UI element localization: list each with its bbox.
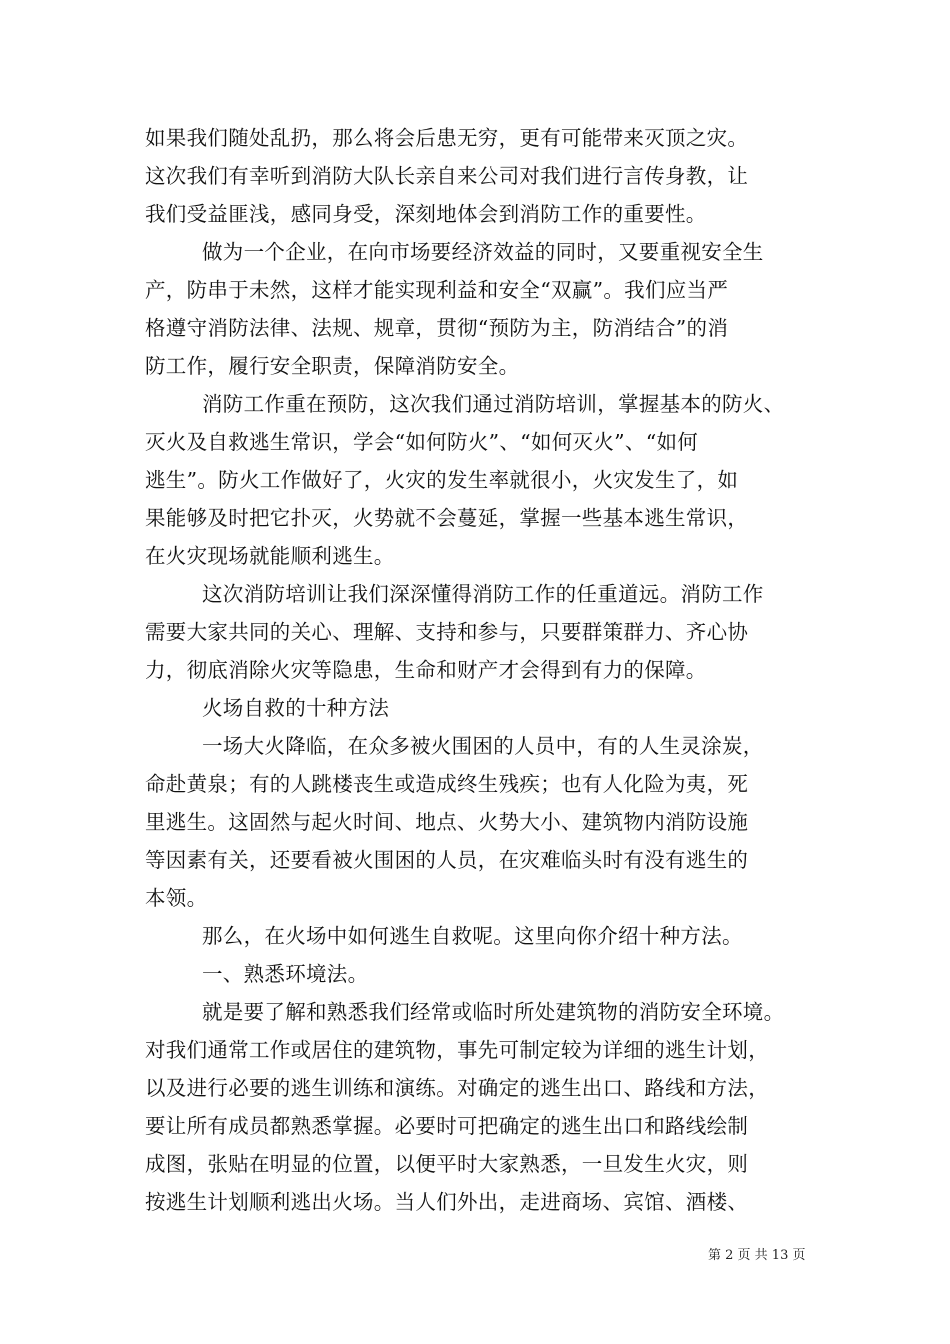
page-number-footer: 第 2 页 共 13 页 xyxy=(708,1248,806,1263)
text-line: 命赴黄泉；有的人跳楼丧生或造成终生残疾；也有人化险为夷，死 xyxy=(145,772,749,796)
paragraph-first-line: 做为一个企业，在向市场要经济效益的同时，又要重视安全生 xyxy=(202,240,764,264)
text-line: 要让所有成员都熟悉掌握。必要时可把确定的逃生出口和路线绘制 xyxy=(145,1114,749,1138)
text-line: 逃生”。防火工作做好了，火灾的发生率就很小，火灾发生了，如 xyxy=(145,468,739,492)
text-line: 如果我们随处乱扔，那么将会后患无穷，更有可能带来灭顶之灾。 xyxy=(145,126,749,150)
text-line: 等因素有关，还要看被火围困的人员，在灾难临头时有没有逃生的 xyxy=(145,848,749,872)
text-line: 对我们通常工作或居住的建筑物，事先可制定较为详细的逃生计划， xyxy=(145,1038,769,1062)
text-line: 需要大家共同的关心、理解、支持和参与，只要群策群力、齐心协 xyxy=(145,620,749,644)
text-line: 产，防串于未然，这样才能实现利益和安全“双赢”。我们应当严 xyxy=(145,278,729,302)
text-line: 在火灾现场就能顺利逃生。 xyxy=(145,544,395,568)
text-line: 成图，张贴在明显的位置，以便平时大家熟悉，一旦发生火灾，则 xyxy=(145,1152,749,1176)
text-line: 格遵守消防法律、法规、规章，贯彻“预防为主，防消结合”的消 xyxy=(145,316,729,340)
text-line: 果能够及时把它扑灭，火势就不会蔓延，掌握一些基本逃生常识， xyxy=(145,506,749,530)
text-line: 这次我们有幸听到消防大队长亲自来公司对我们进行言传身教，让 xyxy=(145,164,749,188)
paragraph-first-line: 消防工作重在预防，这次我们通过消防培训，掌握基本的防火、 xyxy=(202,392,785,416)
paragraph-first-line: 一场大火降临，在众多被火围困的人员中，有的人生灵涂炭， xyxy=(202,734,764,758)
subsection-heading: 一、熟悉环境法。 xyxy=(202,962,369,986)
paragraph-first-line: 那么，在火场中如何逃生自救呢。这里向你介绍十种方法。 xyxy=(202,924,743,948)
text-line: 按逃生计划顺利逃出火场。当人们外出，走进商场、宾馆、酒楼、 xyxy=(145,1190,749,1214)
text-line: 我们受益匪浅，感同身受，深刻地体会到消防工作的重要性。 xyxy=(145,202,707,226)
paragraph-first-line: 这次消防培训让我们深深懂得消防工作的任重道远。消防工作 xyxy=(202,582,764,606)
text-line: 防工作，履行安全职责，保障消防安全。 xyxy=(145,354,520,378)
paragraph-first-line: 就是要了解和熟悉我们经常或临时所处建筑物的消防安全环境。 xyxy=(202,1000,785,1024)
section-heading: 火场自救的十种方法 xyxy=(202,696,390,720)
text-line: 里逃生。这固然与起火时间、地点、火势大小、建筑物内消防设施 xyxy=(145,810,749,834)
text-line: 灭火及自救逃生常识，学会“如何防火”、“如何灭火”、“如何 xyxy=(145,430,699,454)
text-line: 力，彻底消除火灾等隐患，生命和财产才会得到有力的保障。 xyxy=(145,658,707,682)
text-line: 以及进行必要的逃生训练和演练。对确定的逃生出口、路线和方法， xyxy=(145,1076,769,1100)
text-line: 本领。 xyxy=(145,886,208,910)
